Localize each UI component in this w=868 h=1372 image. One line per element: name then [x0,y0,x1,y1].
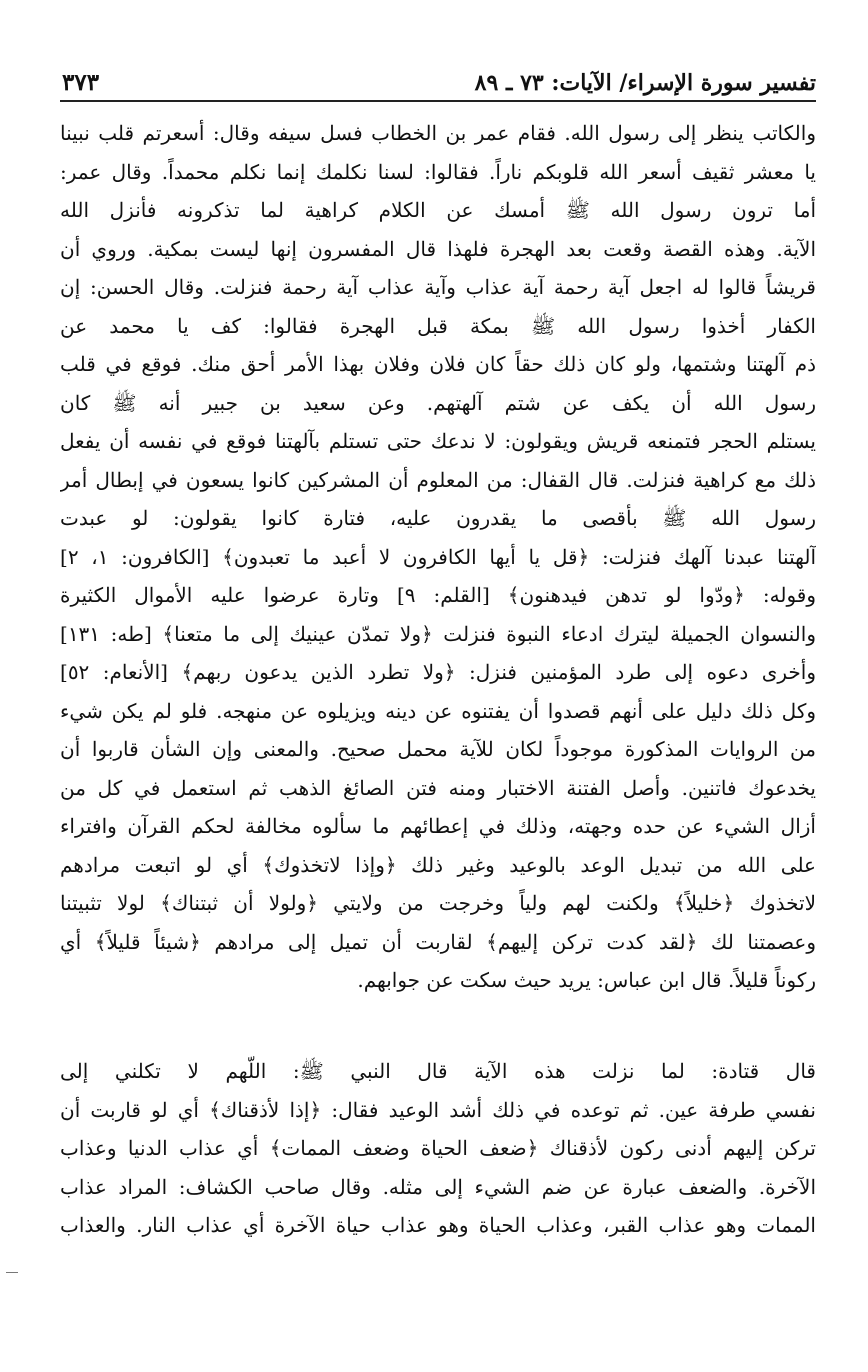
text-line: على الله من تبديل الوعد بالوعيد وغير ذلك ﴿وإذا لاتخذوك﴾ أي لو اتبعت مرادهم [60,852,816,877]
text-line: قريشاً قالوا له اجعل آية رحمة آية عذاب وآية عذاب آية رحمة فنزلت. وقال الحسن: إن [60,275,816,299]
text-line: قال قتادة: لما نزلت هذه الآية قال النبي ﷺ: اللّهم لا تكلني إلى [60,1059,816,1083]
text-line: ذلك مع كراهية فنزلت. قال القفال: من المعلوم أن المشركين كانوا يسعون في إبطال أمر [60,467,816,492]
text-line: وقوله: ﴿ودّوا لو تدهن فيدهنون﴾ [القلم: ٩] وتارة عرضوا عليه الأموال الكثيرة [60,583,816,607]
text-line: وعصمتنا لك ﴿لقد كدت تركن إليهم﴾ لقاربت أن تميل إلى مرادهم ﴿شيئاً قليلاً﴾ أي [60,929,816,954]
text-line: الكفار أخذوا رسول الله ﷺ بمكة قبل الهجرة فقالوا: كف يا محمد عن [60,313,816,338]
page-header [62,58,816,96]
text-line: والنسوان الجميلة ليترك ادعاء النبوة فنزلت ﴿ولا تمدّن عينيك إلى ما متعنا﴾ [طه: ١٣١] [60,621,816,646]
text-line: ذم آلهتنا وشتمها، ولو كان ذلك حقاً كان فلان وفلان بهذا الأمر أحق منك. فوقع في قلب [60,352,816,376]
text-line: والكاتب ينظر إلى رسول الله. فقام عمر بن الخطاب فسل سيفه وقال: أسعرتم قلب نبينا [60,121,816,145]
text-line: لاتخذوك ﴿خليلاً﴾ ولكنت لهم ولياً وخرجت من ولايتي ﴿ولولا أن ثبتناك﴾ لولا تثبيتنا [60,891,816,915]
paragraph-1 [60,114,816,1000]
paragraph-2 [60,1052,816,1245]
text-line: تركن إليهم أدنى ركون لأذقناك ﴿ضعف الحياة وضعف الممات﴾ أي عذاب الدنيا وعذاب [60,1136,816,1160]
text-line: أزال الشيء عن حده وجهته، وذلك في إعطائهم ما سألوه مخالفة لحكم القرآن وافتراء [60,814,816,838]
text-line: رسول الله ﷺ بأقصى ما يقدرون عليه، فتارة كانوا يقولون: لو عبدت [60,506,816,530]
margin-mark [6,1272,18,1273]
text-line: من الروايات المذكورة موجوداً لكان للآية محمل صحيح. والمعنى وإن الشأن قاربوا أن [60,737,816,761]
running-title: تفسير سورة الإسراء/ الآيات: ٧٣ ـ ٨٩ [474,70,816,96]
text-line: الممات وهو عذاب القبر، وعذاب الحياة وهو عذاب حياة الآخرة أي عذاب النار. والعذاب [60,1213,816,1237]
text-line: رسول الله أن يكف عن شتم آلهتهم. وعن سعيد بن جبير أنه ﷺ كان [60,390,816,415]
text-line: وأخرى دعوه إلى طرد المؤمنين فنزل: ﴿ولا تطرد الذين يدعون ربهم﴾ [الأنعام: ٥٢] [60,660,816,684]
text-line: آلهتنا عبدنا آلهك فنزلت: ﴿قل يا أيها الكافرون لا أعبد ما تعبدون﴾ [الكافرون: ١، ٢] [60,544,816,569]
text-line: ركوناً قليلاً. قال ابن عباس: يريد حيث سكت عن جوابهم. [357,968,816,992]
page-number: ٣٧٣ [62,69,100,96]
text-line: يخدعوك فاتنين. وأصل الفتنة الاختبار ومنه فتن الصائغ الذهب ثم استعمل في كل من [60,775,816,800]
text-line: يا معشر ثقيف أسعر الله قلوبكم ناراً. فقالوا: لسنا نكلمك إنما نكلم محمداً. وقال عمر: [60,159,816,184]
text-line: الآية. وهذه القصة وقعت بعد الهجرة فلهذا قال المفسرون إنها ليست بمكية. وروي أن [60,236,816,261]
text-line: يستلم الحجر فتمنعه قريش ويقولون: لا ندعك حتى تستلم بآلهتنا فوقع في نفسه أن يفعل [60,429,816,453]
text-line: نفسي طرفة عين. ثم توعده في ذلك أشد الوعيد فقال: ﴿إذا لأذقناك﴾ أي لو قاربت أن [60,1097,816,1122]
text-line: الآخرة. والضعف عبارة عن ضم الشيء إلى مثله. وقال صاحب الكشاف: المراد عذاب [60,1174,816,1199]
header-rule [60,100,816,102]
text-line: وكل ذلك دليل على أنهم قصدوا أن يفتنوه عن دينه ويزيلوه عن منهجه. فلو لم يكن شيء [60,698,816,723]
text-line: أما ترون رسول الله ﷺ أمسك عن الكلام كراهية لما تذكرونه فأنزل الله [60,198,816,222]
